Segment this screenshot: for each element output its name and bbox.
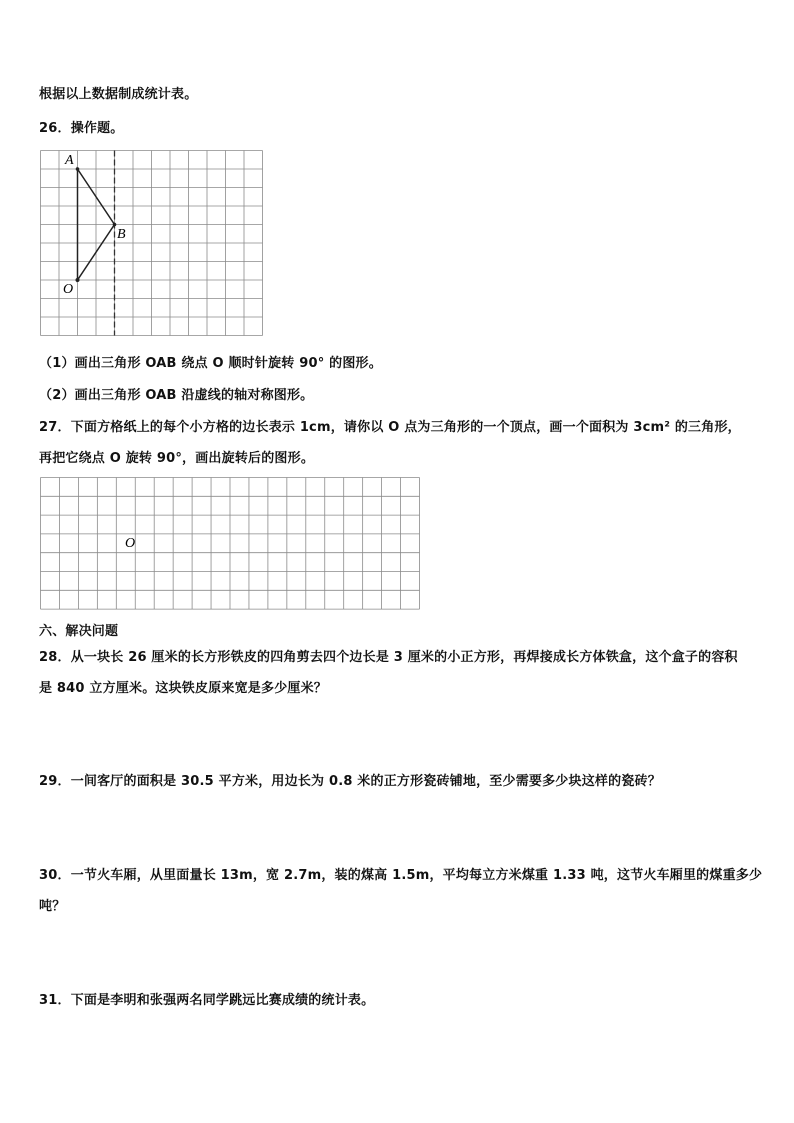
question-28-line1: 28．从一块长 26 厘米的长方形铁皮的四角剪去四个边长是 3 厘米的小正方形，再焊接成长方体铁盒，这个盒子的容积 bbox=[39, 650, 738, 665]
question-28-line2: 是 840 立方厘米。这块铁皮原来宽是多少厘米？ bbox=[39, 681, 327, 696]
label-o-grid2: O bbox=[125, 536, 136, 551]
section-6-heading: 六、解决问题 bbox=[39, 624, 119, 639]
question-27-line2: 再把它绕点 O 旋转 90°，画出旋转后的图形。 bbox=[39, 451, 315, 466]
grid-q26-lines bbox=[41, 151, 263, 336]
label-a: A bbox=[65, 153, 74, 168]
question-27-line1: 27．下面方格纸上的每个小方格的边长表示 1cm，请你以 O 点为三角形的一个顶点，画一个面积为 3cm² 的三角形， bbox=[39, 420, 741, 435]
intro-text: 根据以上数据制成统计表。 bbox=[39, 87, 198, 102]
point-o-dot bbox=[76, 278, 80, 282]
question-26-title: 26．操作题。 bbox=[39, 121, 124, 136]
point-b-dot bbox=[113, 223, 117, 227]
question-30-line2: 吨？ bbox=[39, 899, 66, 914]
question-31: 31．下面是李明和张强两名同学跳远比赛成绩的统计表。 bbox=[39, 993, 375, 1008]
question-26-part2: （2）画出三角形 OAB 沿虚线的轴对称图形。 bbox=[39, 388, 314, 403]
grid-q26 bbox=[40, 150, 266, 336]
grid-q27 bbox=[40, 477, 422, 611]
question-30-line1: 30．一节火车厢，从里面量长 13m，宽 2.7m，装的煤高 1.5m，平均每立方米煤重 1.33 吨，这节火车厢里的煤重多少 bbox=[39, 868, 763, 883]
label-b: B bbox=[117, 227, 126, 242]
point-a-dot bbox=[76, 167, 80, 171]
question-29: 29．一间客厅的面积是 30.5 平方米，用边长为 0.8 米的正方形瓷砖铺地，至少需要多少块这样的瓷砖？ bbox=[39, 774, 661, 789]
label-o: O bbox=[63, 282, 74, 297]
grid-q27-lines bbox=[41, 478, 420, 610]
question-26-part1: （1）画出三角形 OAB 绕点 O 顺时针旋转 90° 的图形。 bbox=[39, 356, 382, 371]
